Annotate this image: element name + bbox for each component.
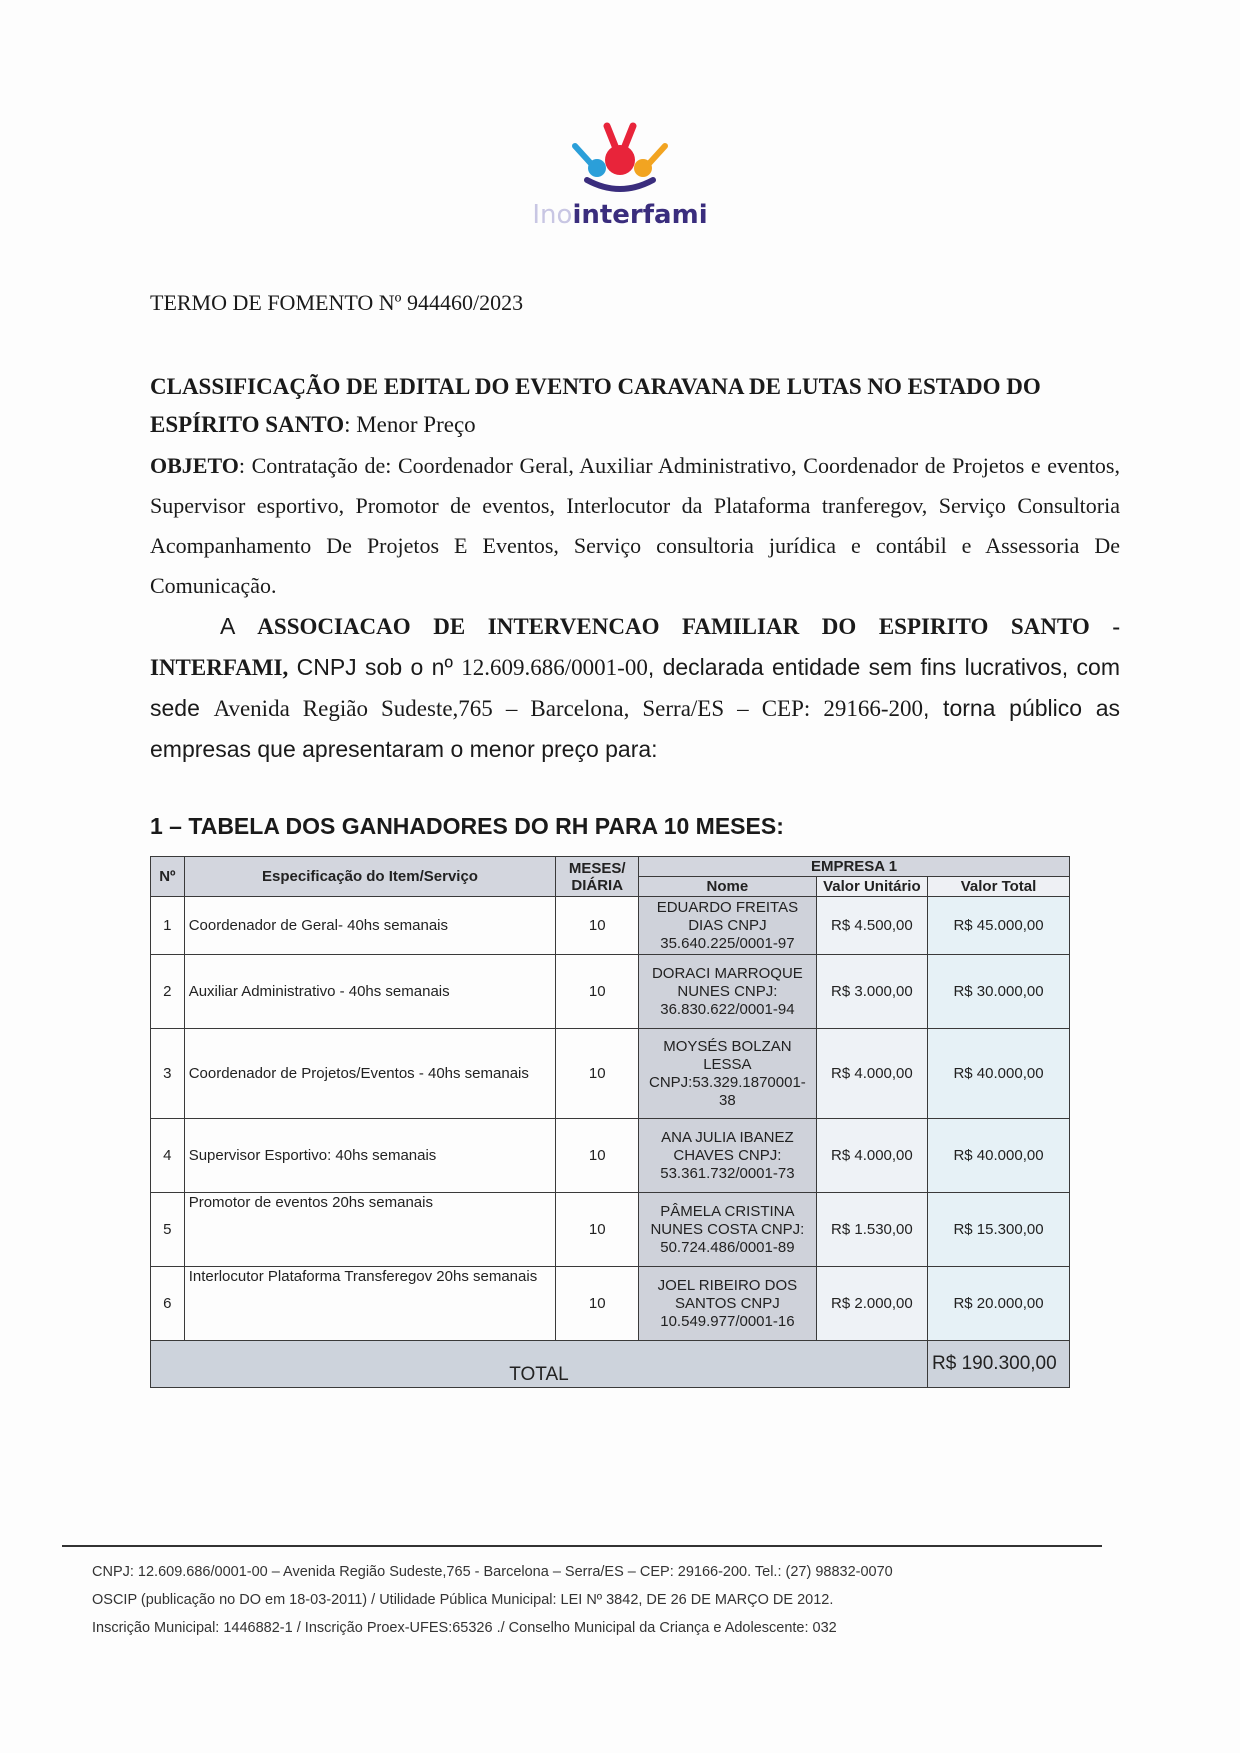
table-row [151, 1029, 1070, 1119]
table-title: 1 – TABELA DOS GANHADORES DO RH PARA 10 MESES: [150, 813, 784, 839]
table-row [151, 955, 1070, 1029]
header-spec: Especificação do Item/Serviço [184, 857, 556, 897]
header-empresa: EMPRESA 1 [639, 857, 1070, 877]
row-spec: Promotor de eventos 20hs semanais [184, 1193, 556, 1267]
row-valor-unitario: R$ 4.500,00 [816, 897, 927, 955]
footer-divider [62, 1545, 1102, 1547]
row-num: 5 [151, 1193, 185, 1267]
document-title: TERMO DE FOMENTO Nº 944460/2023 [150, 290, 524, 315]
row-valor-total: R$ 20.000,00 [928, 1267, 1070, 1341]
object-paragraph: OBJETO: Contratação de: Coordenador Geral, Auxiliar Administrativo, Coordenador de Projetos e eventos, Supervisor esportivo, Promotor de eventos, Interlocutor da Plataforma tranferegov, Serviço Consultoria Acompanhamento De Projetos E Eventos, Serviço consultoria jurídica e contábil e Assessoria De Comunicação. [150, 453, 1120, 598]
footer-line-2: OSCIP (publicação no DO em 18-03-2011) / Utilidade Pública Municipal: LEI Nº 3842, DE 26 DE MARÇO DE 2012. [92, 1592, 834, 1608]
row-meses: 10 [556, 1193, 639, 1267]
logo-text: Inointerfami [532, 200, 708, 230]
header-nome: Nome [639, 877, 817, 897]
family-logo-icon [565, 118, 675, 198]
row-nome: MOYSÉS BOLZAN LESSA CNPJ:53.329.1870001-38 [639, 1029, 817, 1119]
footer-line-1: CNPJ: 12.609.686/0001-00 – Avenida Região Sudeste,765 - Barcelona – Serra/ES – CEP: 29166-200. Tel.: (27) 98832-0070 [92, 1564, 893, 1580]
winners-table [150, 856, 1070, 1388]
table-row [151, 897, 1070, 955]
classification-heading: CLASSIFICAÇÃO DE EDITAL DO EVENTO CARAVANA DE LUTAS NO ESTADO DO ESPÍRITO SANTO: Menor Preço [150, 374, 1041, 437]
row-valor-total: R$ 45.000,00 [928, 897, 1070, 955]
row-valor-unitario: R$ 1.530,00 [816, 1193, 927, 1267]
row-meses: 10 [556, 1029, 639, 1119]
footer [92, 1558, 1112, 1642]
total-row [151, 1341, 1070, 1388]
row-valor-unitario: R$ 4.000,00 [816, 1119, 927, 1193]
row-spec: Auxiliar Administrativo - 40hs semanais [184, 955, 556, 1029]
row-meses: 10 [556, 897, 639, 955]
table-row [151, 1267, 1070, 1341]
table-row [151, 1193, 1070, 1267]
row-nome: EDUARDO FREITAS DIAS CNPJ 35.640.225/0001-97 [639, 897, 817, 955]
row-valor-unitario: R$ 3.000,00 [816, 955, 927, 1029]
row-nome: JOEL RIBEIRO DOS SANTOS CNPJ 10.549.977/0001-16 [639, 1267, 817, 1341]
table-row [151, 1119, 1070, 1193]
row-num: 6 [151, 1267, 185, 1341]
row-valor-total: R$ 40.000,00 [928, 1119, 1070, 1193]
row-valor-unitario: R$ 4.000,00 [816, 1029, 927, 1119]
row-valor-total: R$ 15.300,00 [928, 1193, 1070, 1267]
header-valor-total: Valor Total [928, 877, 1070, 897]
row-num: 1 [151, 897, 185, 955]
row-valor-unitario: R$ 2.000,00 [816, 1267, 927, 1341]
footer-line-3: Inscrição Municipal: 1446882-1 / Inscrição Proex-UFES:65326 ./ Conselho Municipal da Criança e Adolescente: 032 [92, 1620, 837, 1636]
row-spec: Coordenador de Geral- 40hs semanais [184, 897, 556, 955]
total-value: R$ 190.300,00 [928, 1341, 1070, 1388]
announcement-paragraph: A ASSOCIACAO DE INTERVENCAO FAMILIAR DO ESPIRITO SANTO - INTERFAMI, CNPJ sob o nº 12.609.686/0001-00, declarada entidade sem fins lucrativos, com sede Avenida Região Sudeste,765 – Barcelona, Serra/ES – CEP: 29166-200, torna público as empresas que apresentaram o menor preço para: [150, 613, 1121, 762]
header-num: Nº [151, 857, 185, 897]
row-num: 3 [151, 1029, 185, 1119]
row-valor-total: R$ 30.000,00 [928, 955, 1070, 1029]
row-nome: ANA JULIA IBANEZ CHAVES CNPJ: 53.361.732/0001-73 [639, 1119, 817, 1193]
row-num: 4 [151, 1119, 185, 1193]
header-meses: MESES/ DIÁRIA [556, 857, 639, 897]
row-meses: 10 [556, 1267, 639, 1341]
row-meses: 10 [556, 1119, 639, 1193]
header-valor-unitario: Valor Unitário [816, 877, 927, 897]
row-nome: PÂMELA CRISTINA NUNES COSTA CNPJ: 50.724.486/0001-89 [639, 1193, 817, 1267]
row-meses: 10 [556, 955, 639, 1029]
total-label: TOTAL [151, 1341, 928, 1388]
logo [510, 118, 730, 238]
row-spec: Interlocutor Plataforma Transferegov 20hs semanais [184, 1267, 556, 1341]
row-spec: Supervisor Esportivo: 40hs semanais [184, 1119, 556, 1193]
row-num: 2 [151, 955, 185, 1029]
row-spec: Coordenador de Projetos/Eventos - 40hs semanais [184, 1029, 556, 1119]
row-nome: DORACI MARROQUE NUNES CNPJ: 36.830.622/0001-94 [639, 955, 817, 1029]
row-valor-total: R$ 40.000,00 [928, 1029, 1070, 1119]
